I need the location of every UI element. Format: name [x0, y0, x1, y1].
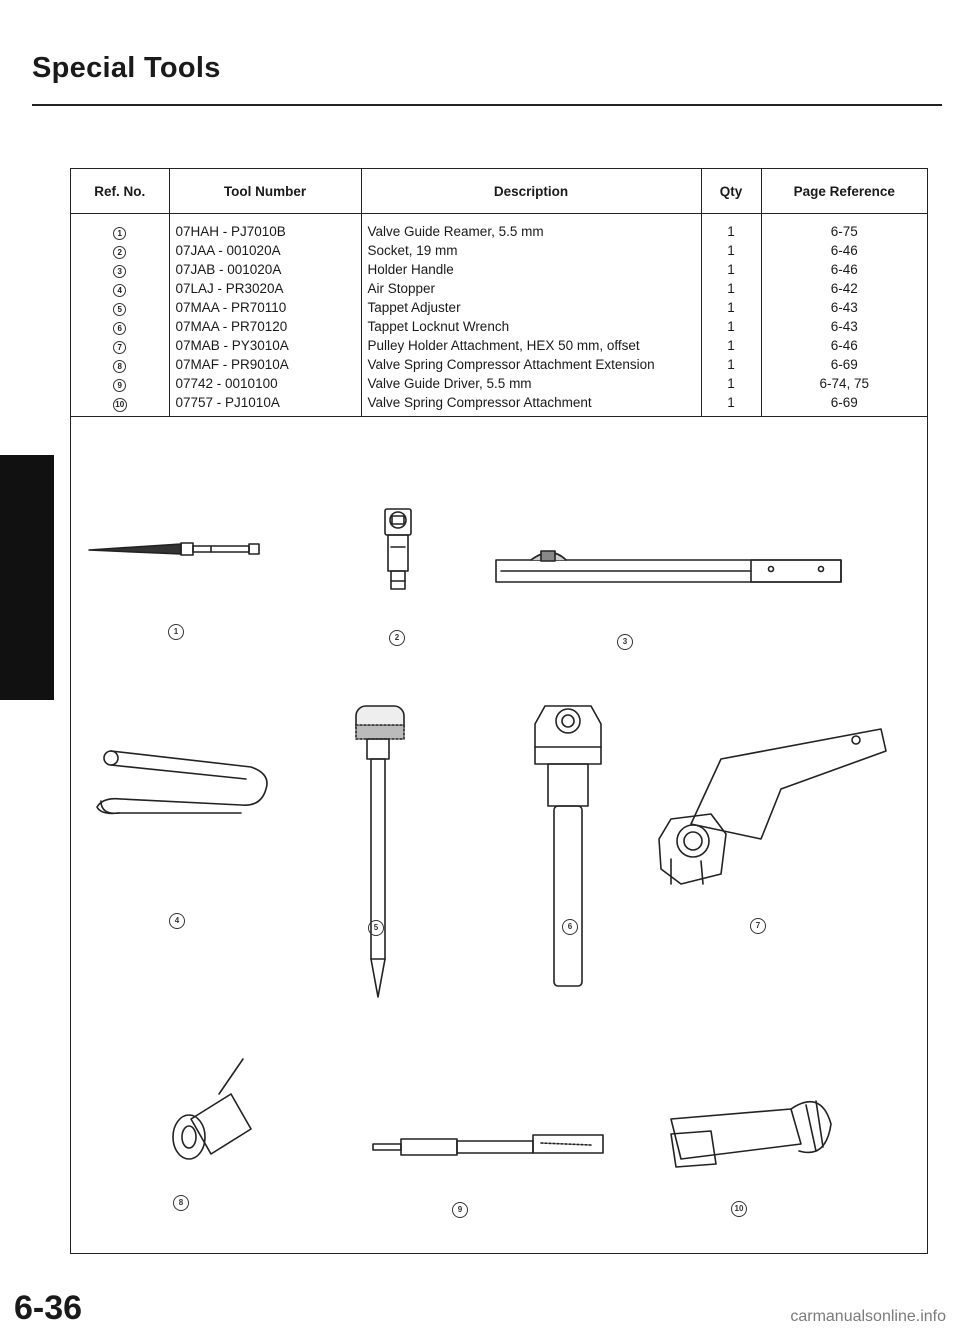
description-cell: Valve Guide Reamer, 5.5 mm — [361, 214, 701, 242]
valve-spring-compressor-extension-illustration — [173, 1059, 251, 1159]
holder-handle-illustration — [496, 551, 841, 582]
table-row — [71, 260, 927, 279]
air-stopper-illustration — [97, 751, 267, 813]
valve-guide-reamer-illustration — [89, 543, 259, 555]
page-reference-cell: 6-42 — [761, 279, 927, 298]
watermark-text: carmanualsonline.info — [790, 1308, 946, 1325]
tool-number-cell: 07757 - PJ1010A — [169, 393, 361, 417]
illustration-callout-9: 9 — [452, 1202, 468, 1218]
illustration-callout-10: 10 — [731, 1201, 747, 1217]
table-row — [71, 298, 927, 317]
valve-guide-driver-illustration — [373, 1135, 603, 1155]
ref-number-badge: 8 — [113, 360, 126, 373]
page-reference-cell: 6-43 — [761, 317, 927, 336]
ref-number-badge: 9 — [113, 379, 126, 392]
page-reference-cell: 6-69 — [761, 393, 927, 417]
table-header-row — [71, 169, 927, 214]
tappet-locknut-wrench-illustration — [535, 706, 601, 986]
qty-cell: 1 — [701, 279, 761, 298]
column-header-qty: Qty — [701, 169, 761, 214]
valve-spring-compressor-attachment-illustration — [671, 1101, 831, 1167]
tappet-adjuster-illustration — [356, 706, 404, 997]
description-cell: Valve Spring Compressor Attachment — [361, 393, 701, 417]
illustration-callout-6: 6 — [562, 919, 578, 935]
table-row — [71, 241, 927, 260]
illustration-callout-2: 2 — [389, 630, 405, 646]
description-cell: Valve Spring Compressor Attachment Extension — [361, 355, 701, 374]
tool-number-cell: 07JAA - 001020A — [169, 241, 361, 260]
illustration-callout-1: 1 — [168, 624, 184, 640]
page-number: 6-36 — [14, 1289, 83, 1327]
qty-cell: 1 — [701, 214, 761, 242]
ref-number-badge: 5 — [113, 303, 126, 316]
table-row — [71, 393, 927, 417]
tool-number-cell: 07LAJ - PR3020A — [169, 279, 361, 298]
table-row — [71, 374, 927, 393]
table-row — [71, 317, 927, 336]
ref-number-badge: 6 — [113, 322, 126, 335]
illustration-callout-5: 5 — [368, 920, 384, 936]
tool-number-cell: 07742 - 0010100 — [169, 374, 361, 393]
tool-number-cell: 07HAH - PJ7010B — [169, 214, 361, 242]
page-reference-cell: 6-75 — [761, 214, 927, 242]
column-header-page-reference: Page Reference — [761, 169, 927, 214]
column-header-description: Description — [361, 169, 701, 214]
qty-cell: 1 — [701, 393, 761, 417]
qty-cell: 1 — [701, 336, 761, 355]
qty-cell: 1 — [701, 355, 761, 374]
description-cell: Tappet Adjuster — [361, 298, 701, 317]
tool-number-cell: 07JAB - 001020A — [169, 260, 361, 279]
tool-illustrations — [71, 429, 927, 1253]
page-reference-cell: 6-46 — [761, 241, 927, 260]
tool-number-cell: 07MAA - PR70120 — [169, 317, 361, 336]
ref-number-badge: 1 — [113, 227, 126, 240]
title-rule — [32, 104, 942, 106]
qty-cell: 1 — [701, 374, 761, 393]
description-cell: Tappet Locknut Wrench — [361, 317, 701, 336]
description-cell: Socket, 19 mm — [361, 241, 701, 260]
description-cell: Valve Guide Driver, 5.5 mm — [361, 374, 701, 393]
description-cell: Holder Handle — [361, 260, 701, 279]
page-reference-cell: 6-69 — [761, 355, 927, 374]
column-header-ref: Ref. No. — [71, 169, 169, 214]
special-tools-table — [71, 169, 927, 417]
section-tab-marker — [0, 455, 54, 700]
ref-number-badge: 3 — [113, 265, 126, 278]
tool-number-cell: 07MAA - PR70110 — [169, 298, 361, 317]
ref-number-badge: 4 — [113, 284, 126, 297]
qty-cell: 1 — [701, 317, 761, 336]
table-row — [71, 279, 927, 298]
socket-illustration — [385, 509, 411, 589]
tool-number-cell: 07MAF - PR9010A — [169, 355, 361, 374]
qty-cell: 1 — [701, 298, 761, 317]
page-reference-cell: 6-46 — [761, 336, 927, 355]
table-row — [71, 336, 927, 355]
column-header-tool-number: Tool Number — [169, 169, 361, 214]
pulley-holder-attachment-illustration — [659, 729, 886, 884]
illustration-callout-8: 8 — [173, 1195, 189, 1211]
ref-number-badge: 2 — [113, 246, 126, 259]
page-reference-cell: 6-46 — [761, 260, 927, 279]
page-title: Special Tools — [32, 52, 221, 84]
ref-number-badge: 10 — [113, 398, 127, 412]
qty-cell: 1 — [701, 260, 761, 279]
description-cell: Pulley Holder Attachment, HEX 50 mm, offset — [361, 336, 701, 355]
page-reference-cell: 6-74, 75 — [761, 374, 927, 393]
illustration-callout-4: 4 — [169, 913, 185, 929]
ref-number-badge: 7 — [113, 341, 126, 354]
page-reference-cell: 6-43 — [761, 298, 927, 317]
table-row — [71, 214, 927, 242]
illustration-callout-7: 7 — [750, 918, 766, 934]
illustration-callout-3: 3 — [617, 634, 633, 650]
qty-cell: 1 — [701, 241, 761, 260]
tools-frame — [70, 168, 928, 1254]
tool-number-cell: 07MAB - PY3010A — [169, 336, 361, 355]
description-cell: Air Stopper — [361, 279, 701, 298]
table-row — [71, 355, 927, 374]
